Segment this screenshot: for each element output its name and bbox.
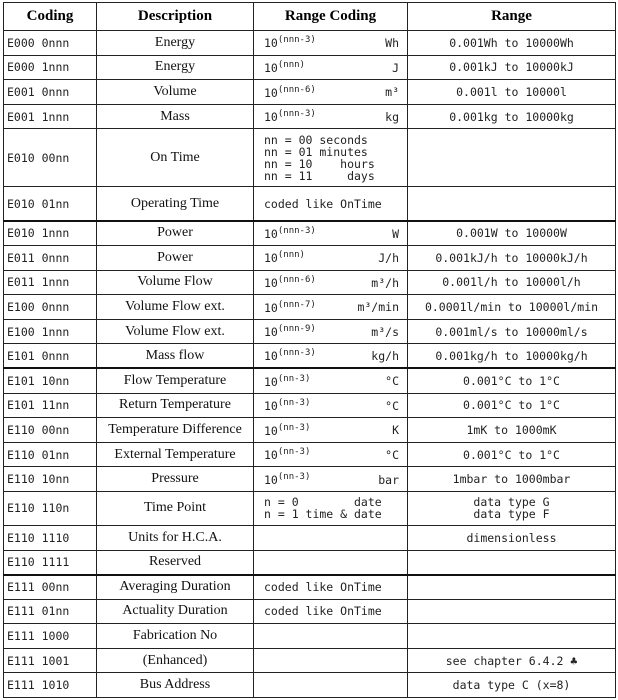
range-cell	[408, 418, 616, 443]
coding-cell: E000 1nnn	[4, 55, 97, 80]
unit: m³/h	[371, 275, 399, 290]
coding-cell: E010 01nn	[4, 187, 97, 221]
base-value: 10	[264, 472, 278, 487]
unit: J/h	[378, 251, 399, 266]
range-coding-cell	[254, 80, 408, 105]
table-body	[4, 31, 616, 698]
power-of-ten	[264, 226, 316, 241]
exponent: (nnn-3)	[277, 35, 316, 46]
range-cell	[408, 624, 616, 649]
range-cell	[408, 104, 616, 129]
range-text: 0.001Wh to 10000Wh	[449, 35, 574, 50]
range-coding-cell	[254, 319, 408, 344]
coding-cell: E111 1010	[4, 673, 97, 698]
range-cell	[408, 575, 616, 600]
range-cell	[408, 55, 616, 80]
coding-cell: E101 11nn	[4, 393, 97, 418]
coding-cell: E100 0nnn	[4, 295, 97, 320]
range-cell	[408, 673, 616, 698]
range-coding-cell	[254, 344, 408, 369]
range-coding-cell	[254, 31, 408, 56]
range-coding-text: coded like OnTime	[264, 604, 382, 619]
description-cell: Reserved	[97, 550, 254, 575]
range-coding-cell	[254, 442, 408, 467]
coding-cell: E110 00nn	[4, 418, 97, 443]
range-text: 0.001kJ to 10000kJ	[449, 60, 574, 75]
range-text: 0.001ml/s to 10000ml/s	[435, 324, 588, 339]
header-range-coding: Range Coding	[254, 3, 408, 31]
range-text: data type G data type F	[473, 495, 550, 522]
power-of-ten	[264, 324, 316, 339]
range-cell	[408, 344, 616, 369]
range-cell	[408, 648, 616, 673]
power-of-ten	[264, 250, 305, 265]
coding-cell: E001 1nnn	[4, 104, 97, 129]
range-text: 1mbar to 1000mbar	[452, 472, 571, 487]
base-value: 10	[264, 300, 278, 315]
table-row	[4, 295, 616, 320]
power-of-ten	[264, 423, 310, 438]
base-value: 10	[264, 36, 278, 51]
range-cell	[408, 221, 616, 246]
power-of-ten	[264, 300, 316, 315]
range-text: dimensionless	[466, 530, 557, 545]
range-cell	[408, 599, 616, 624]
coding-cell: E110 1111	[4, 550, 97, 575]
range-cell	[408, 442, 616, 467]
power-of-ten	[264, 398, 310, 413]
exponent: (nn-3)	[277, 471, 311, 482]
range-cell	[408, 129, 616, 187]
base-value: 10	[264, 349, 278, 364]
unit: W	[392, 226, 399, 241]
unit: m³/min	[357, 300, 399, 315]
header-description: Description	[97, 3, 254, 31]
table-row	[4, 575, 616, 600]
base-value: 10	[264, 275, 278, 290]
exponent: (nnn-9)	[277, 324, 316, 335]
range-text: 0.001°C to 1°C	[463, 398, 560, 413]
range-coding-cell	[254, 368, 408, 393]
power-of-ten	[264, 60, 305, 75]
range-cell	[408, 245, 616, 270]
coding-cell: E110 1110	[4, 525, 97, 550]
base-value: 10	[264, 324, 278, 339]
base-value: 10	[264, 226, 278, 241]
range-cell	[408, 295, 616, 320]
power-of-ten	[264, 374, 310, 389]
coding-cell: E110 01nn	[4, 442, 97, 467]
exponent: (nnn)	[277, 59, 305, 70]
description-cell: Volume Flow ext.	[97, 319, 254, 344]
exponent: (nn-3)	[277, 397, 311, 408]
base-value: 10	[264, 60, 278, 75]
coding-cell: E000 0nnn	[4, 31, 97, 56]
range-cell	[408, 550, 616, 575]
coding-cell: E111 01nn	[4, 599, 97, 624]
exponent: (nnn-7)	[277, 299, 316, 310]
range-text: 0.001kg to 10000kg	[449, 109, 574, 124]
description-cell: Bus Address	[97, 673, 254, 698]
range-coding-cell	[254, 491, 408, 525]
range-coding-cell	[254, 129, 408, 187]
range-coding-text: coded like OnTime	[264, 580, 382, 595]
power-of-ten	[264, 85, 316, 100]
description-cell: On Time	[97, 129, 254, 187]
table-row	[4, 344, 616, 369]
range-text: 1mK to 1000mK	[466, 422, 557, 437]
coding-cell: E001 0nnn	[4, 80, 97, 105]
table-row	[4, 525, 616, 550]
unit: K	[392, 423, 399, 438]
base-value: 10	[264, 374, 278, 389]
base-value: 10	[264, 447, 278, 462]
table-row	[4, 245, 616, 270]
range-text: data type C (x=8)	[452, 678, 571, 693]
coding-cell: E010 00nn	[4, 129, 97, 187]
range-cell	[408, 31, 616, 56]
description-cell: Fabrication No	[97, 624, 254, 649]
range-coding-cell	[254, 295, 408, 320]
range-cell	[408, 467, 616, 492]
range-cell	[408, 491, 616, 525]
unit: Wh	[385, 36, 399, 51]
table-row	[4, 442, 616, 467]
description-cell: Mass flow	[97, 344, 254, 369]
base-value: 10	[264, 109, 278, 124]
exponent: (nnn-3)	[277, 109, 316, 120]
table-row	[4, 393, 616, 418]
table-row	[4, 221, 616, 246]
range-cell	[408, 393, 616, 418]
exponent: (nnn-3)	[277, 348, 316, 359]
description-cell: Energy	[97, 31, 254, 56]
coding-cell: E111 00nn	[4, 575, 97, 600]
unit: bar	[378, 472, 399, 487]
base-value: 10	[264, 398, 278, 413]
range-cell	[408, 368, 616, 393]
table-row	[4, 31, 616, 56]
range-coding-cell	[254, 673, 408, 698]
vif-coding-table	[3, 2, 616, 698]
range-text: 0.001kg/h to 10000kg/h	[435, 348, 588, 363]
range-coding-cell	[254, 418, 408, 443]
exponent: (nn-3)	[277, 373, 311, 384]
range-coding-cell	[254, 550, 408, 575]
exponent: (nnn-6)	[277, 274, 316, 285]
range-text: 0.001°C to 1°C	[463, 447, 560, 462]
table-row	[4, 467, 616, 492]
unit: °C	[385, 398, 399, 413]
table-row	[4, 624, 616, 649]
range-coding-cell	[254, 187, 408, 221]
description-cell: Return Temperature	[97, 393, 254, 418]
power-of-ten	[264, 348, 316, 363]
power-of-ten	[264, 35, 316, 50]
table-row	[4, 270, 616, 295]
coding-cell: E110 10nn	[4, 467, 97, 492]
table-row	[4, 491, 616, 525]
table-row	[4, 418, 616, 443]
table-row	[4, 104, 616, 129]
range-cell	[408, 270, 616, 295]
coding-cell: E011 0nnn	[4, 245, 97, 270]
description-cell: Averaging Duration	[97, 575, 254, 600]
base-value: 10	[264, 251, 278, 266]
base-value: 10	[264, 423, 278, 438]
range-text: 0.001°C to 1°C	[463, 373, 560, 388]
table-row	[4, 599, 616, 624]
table-row	[4, 550, 616, 575]
description-cell: Flow Temperature	[97, 368, 254, 393]
range-text: 0.001W to 10000W	[456, 226, 567, 241]
table-row	[4, 187, 616, 221]
description-cell: Power	[97, 221, 254, 246]
power-of-ten	[264, 472, 310, 487]
unit: kg/h	[371, 349, 399, 364]
description-cell: Volume	[97, 80, 254, 105]
description-cell: Temperature Difference	[97, 418, 254, 443]
range-coding-cell	[254, 55, 408, 80]
base-value: 10	[264, 85, 278, 100]
range-cell	[408, 187, 616, 221]
coding-cell: E101 0nnn	[4, 344, 97, 369]
description-cell: Operating Time	[97, 187, 254, 221]
exponent: (nn-3)	[277, 447, 311, 458]
description-cell: Energy	[97, 55, 254, 80]
table-row	[4, 80, 616, 105]
unit: J	[392, 60, 399, 75]
range-coding-text: n = 0 date n = 1 time & date	[264, 495, 382, 522]
table-row	[4, 673, 616, 698]
description-cell: Actuality Duration	[97, 599, 254, 624]
range-coding-cell	[254, 648, 408, 673]
description-cell: Time Point	[97, 491, 254, 525]
range-text: 0.001kJ/h to 10000kJ/h	[435, 250, 588, 265]
unit: m³/s	[371, 324, 399, 339]
power-of-ten	[264, 275, 316, 290]
description-cell: Power	[97, 245, 254, 270]
exponent: (nnn-6)	[277, 84, 316, 95]
description-cell: Pressure	[97, 467, 254, 492]
header-coding: Coding	[4, 3, 97, 31]
coding-cell: E101 10nn	[4, 368, 97, 393]
power-of-ten	[264, 109, 316, 124]
table-row	[4, 55, 616, 80]
table-row	[4, 129, 616, 187]
coding-cell: E111 1000	[4, 624, 97, 649]
exponent: (nn-3)	[277, 422, 311, 433]
range-cell	[408, 525, 616, 550]
range-coding-cell	[254, 525, 408, 550]
range-coding-cell	[254, 221, 408, 246]
table-row	[4, 648, 616, 673]
unit: °C	[385, 447, 399, 462]
description-cell: Units for H.C.A.	[97, 525, 254, 550]
description-cell: External Temperature	[97, 442, 254, 467]
description-cell: (Enhanced)	[97, 648, 254, 673]
range-coding-cell	[254, 624, 408, 649]
coding-cell: E011 1nnn	[4, 270, 97, 295]
range-coding-cell	[254, 104, 408, 129]
range-coding-text: coded like OnTime	[264, 196, 382, 211]
range-cell	[408, 319, 616, 344]
coding-cell: E010 1nnn	[4, 221, 97, 246]
range-text: 0.001l/h to 10000l/h	[442, 275, 581, 290]
range-coding-cell	[254, 467, 408, 492]
description-cell: Volume Flow	[97, 270, 254, 295]
unit: °C	[385, 374, 399, 389]
table-row	[4, 368, 616, 393]
range-coding-cell	[254, 270, 408, 295]
range-text: 0.0001l/min to 10000l/min	[424, 299, 599, 314]
range-coding-text: nn = 00 seconds nn = 01 minutes nn = 10 hours nn = 11 days	[264, 132, 375, 183]
range-text: 0.001l to 10000l	[456, 84, 567, 99]
table-row	[4, 319, 616, 344]
unit: kg	[385, 109, 399, 124]
range-coding-cell	[254, 393, 408, 418]
coding-cell: E110 110n	[4, 491, 97, 525]
unit: m³	[385, 85, 399, 100]
description-cell: Volume Flow ext.	[97, 295, 254, 320]
description-cell: Mass	[97, 104, 254, 129]
range-coding-cell	[254, 245, 408, 270]
coding-cell: E100 1nnn	[4, 319, 97, 344]
exponent: (nnn-3)	[277, 226, 316, 236]
range-cell	[408, 80, 616, 105]
range-coding-cell	[254, 599, 408, 624]
coding-cell: E111 1001	[4, 648, 97, 673]
power-of-ten	[264, 447, 310, 462]
header-range: Range	[408, 3, 616, 31]
exponent: (nnn)	[277, 250, 305, 261]
range-text: see chapter 6.4.2 ♣	[445, 653, 578, 668]
range-coding-cell	[254, 575, 408, 600]
header-row	[4, 3, 616, 31]
